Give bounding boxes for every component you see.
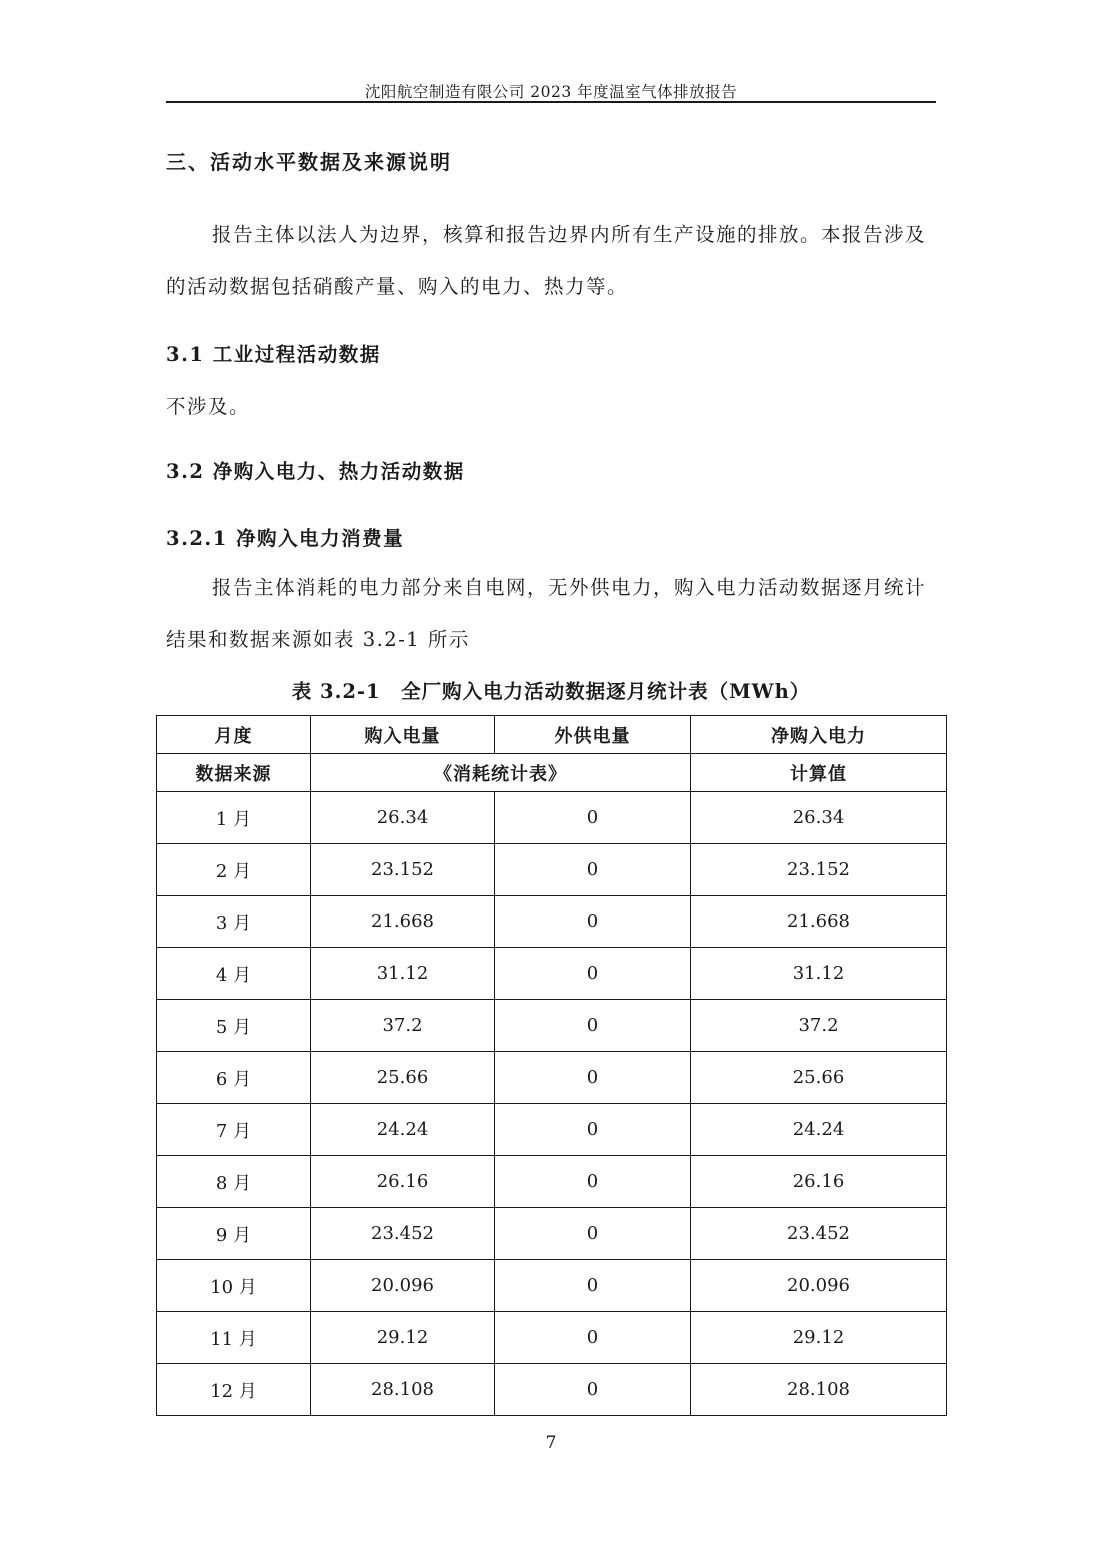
cell-purchased: 28.108 [311, 1364, 495, 1416]
cell-purchased: 25.66 [311, 1052, 495, 1104]
cell-month: 7 月 [157, 1104, 311, 1156]
section-3-2-1-heading: 3.2.1 净购入电力消费量 [166, 527, 405, 550]
cell-supplied: 0 [495, 1104, 691, 1156]
cell-supplied: 0 [495, 1208, 691, 1260]
table-row [157, 1156, 947, 1208]
cell-purchased: 24.24 [311, 1104, 495, 1156]
header-purchased: 购入电量 [311, 716, 495, 754]
cell-purchased: 23.452 [311, 1208, 495, 1260]
table-row [157, 1000, 947, 1052]
cell-month: 4 月 [157, 948, 311, 1000]
cell-net: 31.12 [691, 948, 947, 1000]
cell-purchased: 37.2 [311, 1000, 495, 1052]
cell-month: 9 月 [157, 1208, 311, 1260]
table-row [157, 1052, 947, 1104]
cell-net: 25.66 [691, 1052, 947, 1104]
cell-net: 21.668 [691, 896, 947, 948]
cell-supplied: 0 [495, 1364, 691, 1416]
section-3-2-1-body: 报告主体消耗的电力部分来自电网，无外供电力，购入电力活动数据逐月统计结果和数据来源如表 3.2-1 所示 [166, 576, 927, 651]
cell-net: 24.24 [691, 1104, 947, 1156]
section-3-intro: 报告主体以法人为边界，核算和报告边界内所有生产设施的排放。本报告涉及的活动数据包括硝酸产量、购入的电力、热力等。 [166, 223, 927, 298]
source-calculated: 计算值 [691, 754, 947, 792]
table-row [157, 1364, 947, 1416]
cell-purchased: 29.12 [311, 1312, 495, 1364]
cell-month: 3 月 [157, 896, 311, 948]
cell-supplied: 0 [495, 1312, 691, 1364]
table-row [157, 844, 947, 896]
table-caption: 表 3.2-1 全厂购入电力活动数据逐月统计表（MWh） [291, 680, 811, 703]
cell-purchased: 21.668 [311, 896, 495, 948]
section-3-1-heading: 3.1 工业过程活动数据 [166, 343, 381, 366]
table-row [157, 1104, 947, 1156]
cell-month: 8 月 [157, 1156, 311, 1208]
cell-net: 20.096 [691, 1260, 947, 1312]
cell-month: 2 月 [157, 844, 311, 896]
cell-purchased: 20.096 [311, 1260, 495, 1312]
cell-supplied: 0 [495, 896, 691, 948]
table-header-row [157, 716, 947, 754]
cell-purchased: 23.152 [311, 844, 495, 896]
cell-supplied: 0 [495, 1052, 691, 1104]
page-header-title: 沈阳航空制造有限公司 2023 年度温室气体排放报告 [364, 83, 738, 101]
cell-month: 6 月 [157, 1052, 311, 1104]
cell-supplied: 0 [495, 1156, 691, 1208]
cell-month: 11 月 [157, 1312, 311, 1364]
cell-month: 10 月 [157, 1260, 311, 1312]
cell-month: 12 月 [157, 1364, 311, 1416]
table-row [157, 1208, 947, 1260]
cell-purchased: 31.12 [311, 948, 495, 1000]
header-net: 净购入电力 [691, 716, 947, 754]
section-3-2-heading: 3.2 净购入电力、热力活动数据 [166, 460, 465, 483]
cell-net: 26.16 [691, 1156, 947, 1208]
cell-net: 26.34 [691, 792, 947, 844]
cell-supplied: 0 [495, 948, 691, 1000]
cell-net: 37.2 [691, 1000, 947, 1052]
cell-net: 28.108 [691, 1364, 947, 1416]
table-row [157, 948, 947, 1000]
header-divider [166, 101, 936, 103]
table-row [157, 896, 947, 948]
cell-supplied: 0 [495, 792, 691, 844]
electricity-table [156, 715, 947, 1416]
table-source-row [157, 754, 947, 792]
header-supplied: 外供电量 [495, 716, 691, 754]
cell-supplied: 0 [495, 1000, 691, 1052]
table-row [157, 792, 947, 844]
cell-month: 1 月 [157, 792, 311, 844]
source-label: 数据来源 [157, 754, 311, 792]
cell-purchased: 26.16 [311, 1156, 495, 1208]
source-consumption-stats: 《消耗统计表》 [311, 754, 691, 792]
cell-month: 5 月 [157, 1000, 311, 1052]
cell-net: 23.452 [691, 1208, 947, 1260]
table-row [157, 1260, 947, 1312]
header-month: 月度 [157, 716, 311, 754]
cell-supplied: 0 [495, 844, 691, 896]
page-number: 7 [545, 1433, 557, 1453]
cell-supplied: 0 [495, 1260, 691, 1312]
section-3-heading: 三、活动水平数据及来源说明 [166, 150, 452, 174]
cell-purchased: 26.34 [311, 792, 495, 844]
section-3-1-body: 不涉及。 [166, 395, 251, 418]
cell-net: 23.152 [691, 844, 947, 896]
cell-net: 29.12 [691, 1312, 947, 1364]
table-row [157, 1312, 947, 1364]
